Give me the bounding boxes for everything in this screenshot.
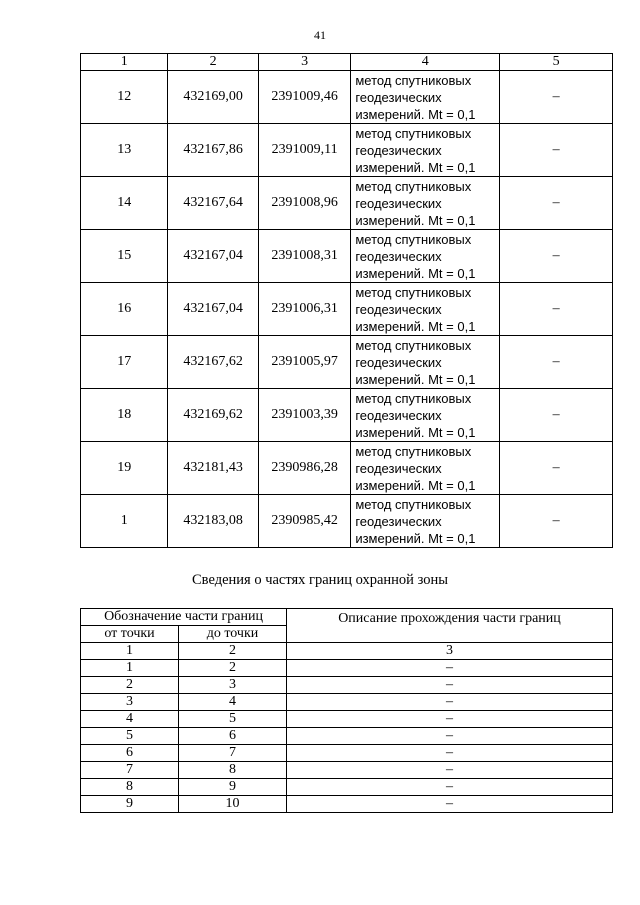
point-number-cell: 1 (81, 495, 168, 548)
x-coordinate-cell: 432167,04 (168, 283, 258, 336)
method-line: измерений. Mt = 0,1 (355, 265, 476, 281)
table-row (81, 762, 613, 779)
table-row (81, 283, 613, 336)
table-row (81, 389, 613, 442)
table-row (81, 796, 613, 813)
method-line: геодезических (355, 354, 442, 370)
point-number-cell: 19 (81, 442, 168, 495)
method-line: метод спутниковых (355, 443, 472, 459)
description-cell: – (287, 762, 613, 779)
note-cell: – (500, 442, 613, 495)
from-point-cell: 4 (81, 711, 179, 728)
method-line: метод спутниковых (355, 284, 472, 300)
method-cell (351, 177, 500, 230)
y-coordinate-cell: 2391009,11 (258, 124, 350, 177)
method-line: геодезических (355, 195, 442, 211)
method-line: измерений. Mt = 0,1 (355, 318, 476, 334)
from-point-cell: 8 (81, 779, 179, 796)
method-line: геодезических (355, 248, 442, 264)
to-point-cell: 4 (179, 694, 287, 711)
coordinates-table (80, 53, 613, 548)
table-header-row (81, 54, 613, 71)
from-point-cell: 2 (81, 677, 179, 694)
table-row (81, 230, 613, 283)
description-cell: – (287, 745, 613, 762)
x-coordinate-cell: 432167,62 (168, 336, 258, 389)
table-row (81, 71, 613, 124)
method-line: метод спутниковых (355, 72, 472, 88)
description-cell: – (287, 796, 613, 813)
method-line: геодезических (355, 301, 442, 317)
method-line: геодезических (355, 407, 442, 423)
method-cell (351, 283, 500, 336)
table-row (81, 745, 613, 762)
section-title: Сведения о частях границ охранной зоны (192, 572, 448, 588)
column-header: 5 (500, 54, 613, 71)
method-line: метод спутниковых (355, 231, 472, 247)
to-point-cell: 3 (179, 677, 287, 694)
y-coordinate-cell: 2391008,31 (258, 230, 350, 283)
header-group-label: Обозначение части границ (81, 609, 287, 626)
method-line: измерений. Mt = 0,1 (355, 159, 476, 175)
method-cell (351, 124, 500, 177)
table-row (81, 495, 613, 548)
x-coordinate-cell: 432167,64 (168, 177, 258, 230)
point-number-cell: 15 (81, 230, 168, 283)
to-point-cell: 9 (179, 779, 287, 796)
from-point-cell: 3 (81, 694, 179, 711)
page-number: 41 (314, 28, 326, 42)
method-line: метод спутниковых (355, 125, 472, 141)
to-point-cell: 10 (179, 796, 287, 813)
method-line: измерений. Mt = 0,1 (355, 530, 476, 546)
x-coordinate-cell: 432181,43 (168, 442, 258, 495)
method-line: измерений. Mt = 0,1 (355, 106, 476, 122)
method-line: измерений. Mt = 0,1 (355, 212, 476, 228)
method-cell (351, 230, 500, 283)
description-cell: – (287, 711, 613, 728)
from-point-cell: 1 (81, 660, 179, 677)
from-point-cell: 6 (81, 745, 179, 762)
method-line: метод спутниковых (355, 178, 472, 194)
table-row (81, 336, 613, 389)
table-row (81, 779, 613, 796)
method-line: метод спутниковых (355, 337, 472, 353)
note-cell: – (500, 283, 613, 336)
method-cell (351, 71, 500, 124)
column-header: 2 (168, 54, 258, 71)
table-header-row (81, 609, 613, 626)
x-coordinate-cell: 432183,08 (168, 495, 258, 548)
point-number-cell: 12 (81, 71, 168, 124)
method-line: геодезических (355, 460, 442, 476)
x-coordinate-cell: 432169,62 (168, 389, 258, 442)
header-to-point: до точки (179, 626, 287, 643)
method-line: метод спутниковых (355, 496, 472, 512)
point-number-cell: 18 (81, 389, 168, 442)
point-number-cell: 16 (81, 283, 168, 336)
x-coordinate-cell: 432167,04 (168, 230, 258, 283)
to-point-cell: 6 (179, 728, 287, 745)
description-cell: 3 (287, 643, 613, 660)
x-coordinate-cell: 432169,00 (168, 71, 258, 124)
to-point-cell: 8 (179, 762, 287, 779)
table-row (81, 694, 613, 711)
note-cell: – (500, 177, 613, 230)
table-row (81, 177, 613, 230)
from-point-cell: 5 (81, 728, 179, 745)
from-point-cell: 9 (81, 796, 179, 813)
column-header: 3 (258, 54, 350, 71)
method-line: геодезических (355, 89, 442, 105)
boundary-parts-table (80, 608, 613, 813)
y-coordinate-cell: 2390986,28 (258, 442, 350, 495)
method-line: метод спутниковых (355, 390, 472, 406)
table-row (81, 643, 613, 660)
point-number-cell: 17 (81, 336, 168, 389)
from-point-cell: 7 (81, 762, 179, 779)
method-line: измерений. Mt = 0,1 (355, 424, 476, 440)
description-cell: – (287, 660, 613, 677)
method-cell (351, 389, 500, 442)
point-number-cell: 13 (81, 124, 168, 177)
x-coordinate-cell: 432167,86 (168, 124, 258, 177)
description-cell: – (287, 779, 613, 796)
column-header: 1 (81, 54, 168, 71)
y-coordinate-cell: 2391006,31 (258, 283, 350, 336)
to-point-cell: 2 (179, 643, 287, 660)
table-row (81, 711, 613, 728)
method-line: геодезических (355, 142, 442, 158)
note-cell: – (500, 230, 613, 283)
header-from-point: от точки (81, 626, 179, 643)
method-line: измерений. Mt = 0,1 (355, 371, 476, 387)
table-row (81, 728, 613, 745)
to-point-cell: 7 (179, 745, 287, 762)
note-cell: – (500, 124, 613, 177)
method-cell (351, 336, 500, 389)
y-coordinate-cell: 2390985,42 (258, 495, 350, 548)
note-cell: – (500, 495, 613, 548)
note-cell: – (500, 389, 613, 442)
y-coordinate-cell: 2391003,39 (258, 389, 350, 442)
description-cell: – (287, 677, 613, 694)
table-row (81, 124, 613, 177)
from-point-cell: 1 (81, 643, 179, 660)
y-coordinate-cell: 2391005,97 (258, 336, 350, 389)
note-cell: – (500, 336, 613, 389)
column-header: 4 (351, 54, 500, 71)
description-cell: – (287, 728, 613, 745)
table-row (81, 442, 613, 495)
method-cell (351, 495, 500, 548)
y-coordinate-cell: 2391008,96 (258, 177, 350, 230)
method-line: измерений. Mt = 0,1 (355, 477, 476, 493)
method-cell (351, 442, 500, 495)
to-point-cell: 5 (179, 711, 287, 728)
header-description: Описание прохождения части границ (287, 609, 613, 643)
point-number-cell: 14 (81, 177, 168, 230)
y-coordinate-cell: 2391009,46 (258, 71, 350, 124)
description-cell: – (287, 694, 613, 711)
note-cell: – (500, 71, 613, 124)
table-row (81, 660, 613, 677)
method-line: геодезических (355, 513, 442, 529)
to-point-cell: 2 (179, 660, 287, 677)
table-row (81, 677, 613, 694)
